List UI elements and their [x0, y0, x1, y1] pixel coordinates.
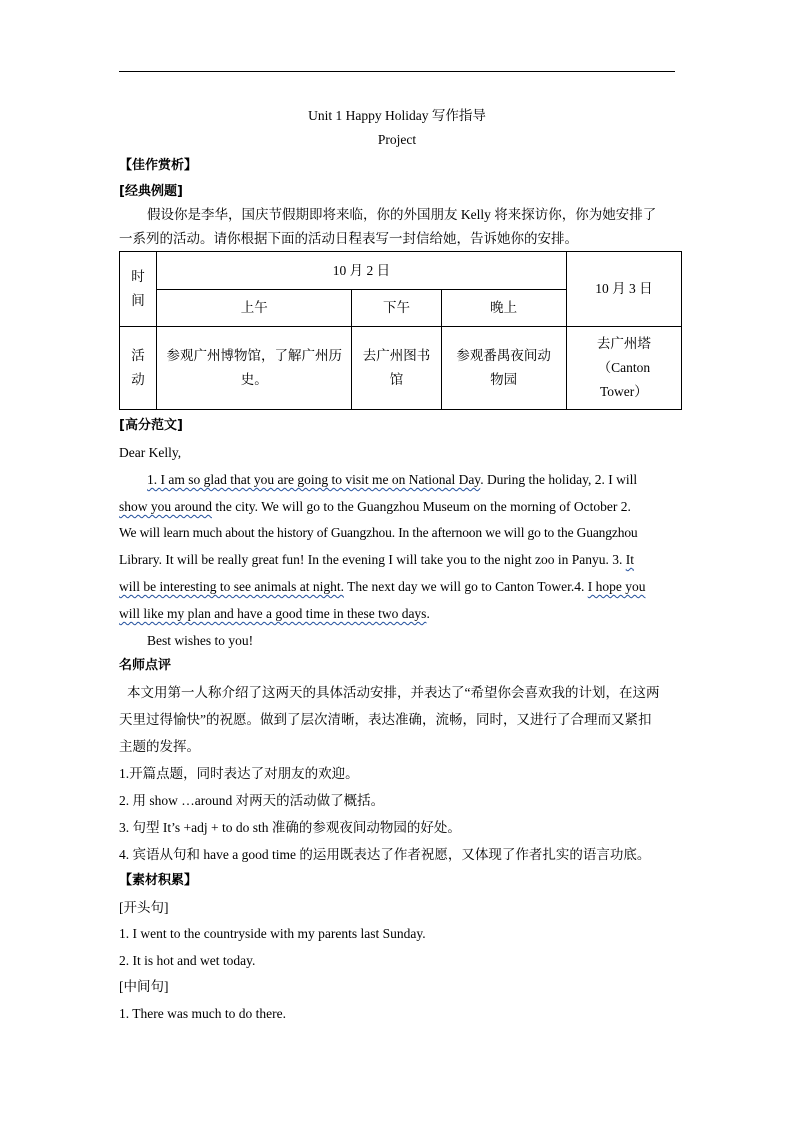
letter-sentence-1-num: 1.	[147, 472, 161, 487]
letter-line-4	[119, 550, 675, 570]
morning-activity-line-1: 参观广州博物馆，了解广州历	[166, 348, 342, 363]
letter-show-around: show you around	[119, 499, 212, 514]
letter-line-5-wavy-2: I hope you	[587, 579, 646, 594]
time-header-cell	[120, 252, 157, 327]
middle-sentences-heading: [中间句]	[119, 979, 169, 994]
letter-line-6-end: .	[426, 606, 430, 621]
time-char-1: 时	[131, 269, 145, 284]
opening-sentences-heading: [开头句]	[119, 900, 169, 915]
letter-line-5-mid: The next day we will go to Canton Tower.4.	[343, 579, 588, 594]
afternoon-activity-line-2: 馆	[389, 372, 404, 387]
comment-point-2: 2. 用 show …around 对两天的活动做了概括。	[119, 793, 385, 808]
prompt-line-2: 一系列的活动。请你根据下面的活动日程表写一封信给她，告诉她你的安排。	[119, 231, 578, 246]
letter-closing: Best wishes to you!	[147, 633, 254, 648]
evening-activity-line-2: 物园	[490, 372, 518, 387]
letter-line-5-wavy: will be interesting to see animals at night.	[119, 579, 344, 594]
letter-line-3: We will learn much about the history of Guangzhou. In the afternoon we will go to the Guangzhou	[119, 525, 638, 540]
morning-activity	[157, 327, 352, 410]
afternoon-activity	[352, 327, 441, 410]
morning-header: 上午	[157, 290, 352, 327]
letter-greeting: Dear Kelly,	[119, 445, 182, 460]
activity-char-1: 活	[131, 348, 145, 363]
comment-line-3: 主题的发挥。	[119, 739, 200, 754]
evening-activity-line-1: 参观番禺夜间动	[456, 348, 551, 363]
oct3-activity-line-1: 去广州塔	[596, 336, 651, 351]
oct3-header: 10 月 3 日	[566, 252, 681, 327]
comment-line-1: 本文用第一人称介绍了这两天的具体活动安排，并表达了“希望你会喜欢我的计划，在这两	[127, 685, 660, 700]
model-essay-heading: [高分范文]	[119, 418, 183, 433]
letter-line-1-tail: . During the holiday, 2. I will	[480, 472, 638, 487]
teacher-comment-heading: 名师点评	[119, 658, 172, 673]
section-heading-appreciation: 【佳作赏析】	[119, 158, 198, 173]
letter-line-2	[119, 497, 675, 517]
oct3-activity	[566, 327, 681, 410]
document-title: Unit 1 Happy Holiday 写作指导	[308, 108, 486, 123]
letter-sentence-1: I am so glad that you are going to visit me on National Day	[160, 472, 481, 487]
morning-activity-line-2: 史。	[240, 372, 268, 387]
opening-sentence-2: 2. It is hot and wet today.	[119, 953, 256, 968]
time-char-2: 间	[131, 293, 145, 308]
prompt-line-1: 假设你是李华，国庆节假期即将来临，你的外国朋友 Kelly 将来探访你，你为她安排了	[147, 207, 657, 222]
activity-header-cell	[120, 327, 157, 410]
letter-line-5	[119, 577, 675, 597]
comment-point-1: 1.开篇点题，同时表达了对朋友的欢迎。	[119, 766, 359, 781]
afternoon-header: 下午	[352, 290, 441, 327]
afternoon-activity-line-1: 去广州图书	[362, 348, 431, 363]
comment-point-4: 4. 宾语从句和 have a good time 的运用既表达了作者祝愿，又体现了作者扎实的语言功底。	[119, 847, 651, 862]
section-heading-materials: 【素材积累】	[119, 873, 198, 888]
evening-header: 晚上	[441, 290, 566, 327]
letter-line-1	[119, 470, 703, 490]
letter-line-6-wavy: will like my plan and have a good time in these two days	[119, 606, 427, 621]
comment-point-3: 3. 句型 It’s +adj + to do sth 准确的参观夜间动物园的好处。	[119, 820, 461, 835]
oct2-header: 10 月 2 日	[157, 252, 567, 290]
letter-line-4-wavy: It	[625, 552, 634, 567]
header-rule	[119, 71, 675, 72]
document-subtitle: Project	[377, 132, 417, 147]
middle-sentence-1: 1. There was much to do there.	[119, 1006, 286, 1021]
letter-line-4-pre: Library. It will be really great fun! In the evening I will take you to the night zoo in Panyu. 3.	[119, 552, 626, 567]
letter-line-6	[119, 604, 675, 624]
activity-char-2: 动	[131, 372, 145, 387]
opening-sentence-1: 1. I went to the countryside with my parents last Sunday.	[119, 926, 426, 941]
oct3-activity-line-3: Tower）	[599, 384, 648, 399]
example-heading: [经典例题]	[119, 184, 183, 199]
evening-activity	[441, 327, 566, 410]
oct3-activity-line-2: （Canton	[597, 360, 651, 375]
schedule-table	[119, 251, 682, 410]
comment-line-2: 天里过得愉快”的祝愿。做到了层次清晰，表达准确，流畅，同时，又进行了合理而又紧扣	[119, 712, 652, 727]
letter-line-2-rest: the city. We will go to the Guangzhou Museum on the morning of October 2.	[212, 499, 631, 514]
